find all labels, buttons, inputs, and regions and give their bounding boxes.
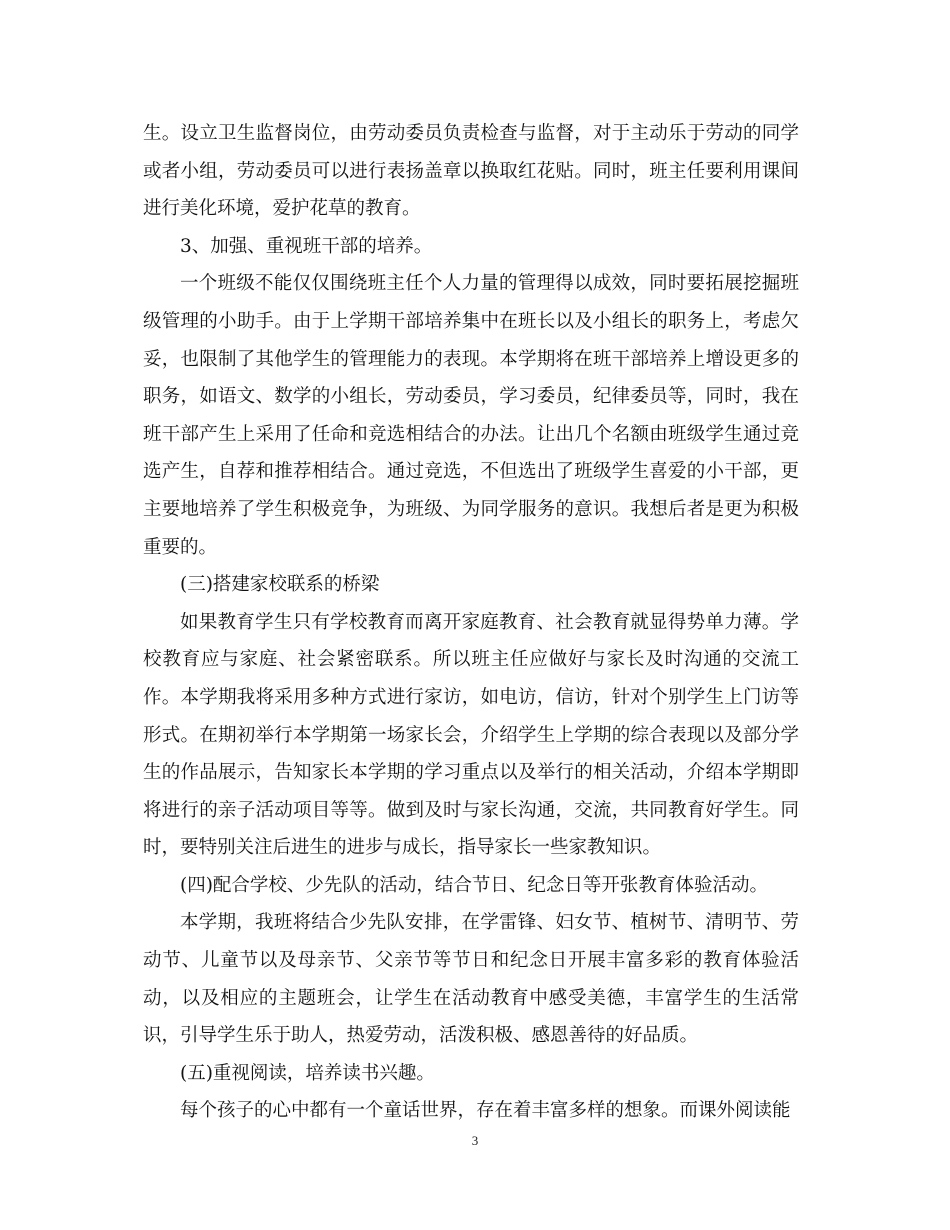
- paragraph-activities: 本学期，我班将结合少先队安排，在学雷锋、妇女节、植树节、清明节、劳动节、儿童节以及母亲节、父亲节等节日和纪念日开展丰富多彩的教育体验活动，以及相应的主题班会，让学生在活动教育中感受美德，丰富学生的生活常识，引导学生乐于助人，热爱劳动，活泼积极、感恩善待的好品质。: [143, 912, 799, 1047]
- paragraph-reading: 每个孩子的心中都有一个童话世界，存在着丰富多样的想象。而课外阅读能: [180, 1100, 791, 1122]
- section-heading-home-school: (三)搭建家校联系的桥梁: [180, 574, 380, 596]
- paragraph-continuation: 生。设立卫生监督岗位，由劳动委员负责检查与监督，对于主动乐于劳动的同学或者小组，劳动委员可以进行表扬盖章以换取红花贴。同时，班主任要利用课间进行美化环境，爱护花草的教育。: [143, 123, 799, 220]
- section-heading-reading: (五)重视阅读，培养读书兴趣。: [180, 1062, 435, 1084]
- paragraph-cadre-training: 一个班级不能仅仅围绕班主任个人力量的管理得以成效，同时要拓展挖掘班级管理的小助手。由于上学期干部培养集中在班长以及小组长的职务上，考虑欠妥，也限制了其他学生的管理能力的表现。本学期将在班干部培养上增设更多的职务，如语文、数学的小组长，劳动委员，学习委员，纪律委员等，同时，我在班干部产生上采用了任命和竞选相结合的办法。让出几个名额由班级学生通过竞选产生，自荐和推荐相结合。通过竞选，不但选出了班级学生喜爱的小干部，更主要地培养了学生积极竞争，为班级、为同学服务的意识。我想后者是更为积极重要的。: [143, 273, 799, 558]
- paragraph-home-school: 如果教育学生只有学校教育而离开家庭教育、社会教育就显得势单力薄。学校教育应与家庭、社会紧密联系。所以班主任应做好与家长及时沟通的交流工作。本学期我将采用多种方式进行家访，如电访，信访，针对个别学生上门访等形式。在期初举行本学期第一场家长会，介绍学生上学期的综合表现以及部分学生的作品展示，告知家长本学期的学习重点以及举行的相关活动，介绍本学期即将进行的亲子活动项目等等。做到及时与家长沟通，交流，共同教育好学生。同时，要特别关注后进生的进步与成长，指导家长一些家教知识。: [143, 611, 799, 859]
- section-heading-cadre-training: 3、加强、重视班干部的培养。: [180, 235, 433, 257]
- section-heading-activities: (四)配合学校、少先队的活动，结合节日、纪念日等开张教育体验活动。: [180, 874, 768, 896]
- document-body: [143, 115, 799, 1130]
- page-number: 3: [471, 1133, 479, 1148]
